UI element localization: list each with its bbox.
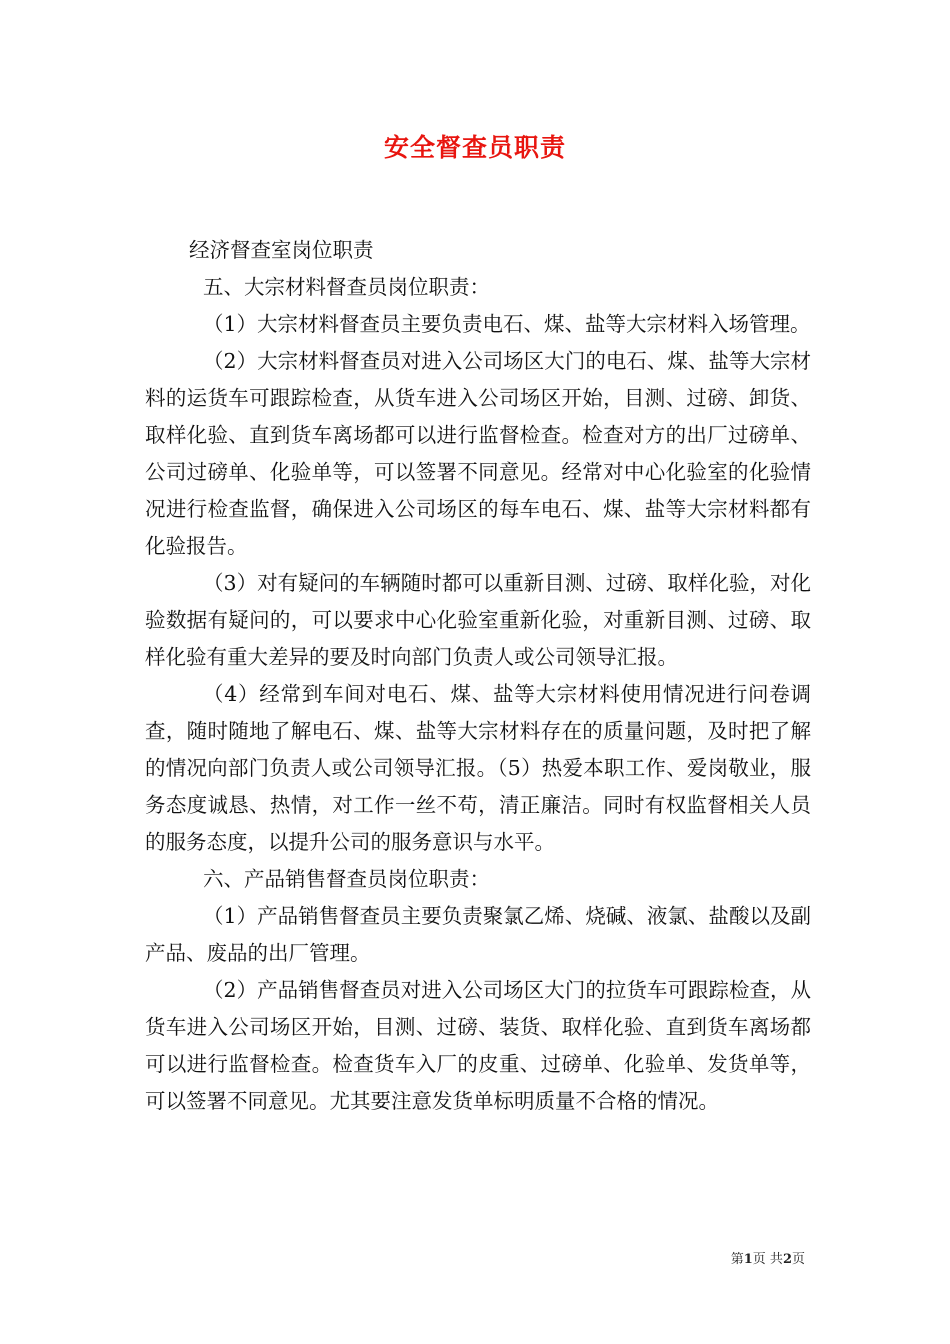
- section-heading-5: 五、大宗材料督查员岗位职责：: [203, 275, 490, 299]
- footer-prefix: 第: [730, 1252, 744, 1267]
- section5-item-1: （1）大宗材料督查员主要负责电石、煤、盐等大宗材料入场管理。: [203, 312, 811, 336]
- document-body: [145, 232, 811, 1120]
- page-footer: [731, 1248, 805, 1267]
- page-title: 安全督查员职责: [383, 133, 566, 162]
- section6-item-2: （2）产品销售督查员对进入公司场区大门的拉货车可跟踪检查，从货车进入公司场区开始，目测、过磅、装货、取样化验、直到货车离场都可以进行监督检查。检查货车入厂的皮重、过磅单、化验单、发货单等，可以签署不同意见。尤其要注意发货单标明质量不合格的情况。: [145, 978, 811, 1113]
- total-page-count: 2: [782, 1252, 792, 1267]
- intro-line: 经济督查室岗位职责: [189, 238, 374, 262]
- section5-item-2: （2）大宗材料督查员对进入公司场区大门的电石、煤、盐等大宗材料的运货车可跟踪检查，从货车进入公司场区开始，目测、过磅、卸货、取样化验、直到货车离场都可以进行监督检查。检查对方的出厂过磅单、公司过磅单、化验单等，可以签署不同意见。经常对中心化验室的化验情况进行检查监督，确保进入公司场区的每车电石、煤、盐等大宗材料都有化验报告。: [145, 349, 811, 558]
- current-page-number: 1: [743, 1252, 753, 1267]
- section5-item-3: （3）对有疑问的车辆随时都可以重新目测、过磅、取样化验，对化验数据有疑问的，可以要求中心化验室重新化验，对重新目测、过磅、取样化验有重大差异的要及时向部门负责人或公司领导汇报。: [145, 571, 811, 669]
- footer-middle: 页 共: [752, 1252, 783, 1267]
- section-heading-6: 六、产品销售督查员岗位职责：: [203, 867, 490, 891]
- footer-suffix: 页: [791, 1252, 805, 1267]
- section5-item-4: （4）经常到车间对电石、煤、盐等大宗材料使用情况进行问卷调查，随时随地了解电石、煤、盐等大宗材料存在的质量问题，及时把了解的情况向部门负责人或公司领导汇报。（5）热爱本职工作、爱岗敬业，服务态度诚恳、热情，对工作一丝不苟，清正廉洁。同时有权监督相关人员的服务态度，以提升公司的服务意识与水平。: [145, 682, 811, 854]
- section6-item-1: （1）产品销售督查员主要负责聚氯乙烯、烧碱、液氯、盐酸以及副产品、废品的出厂管理。: [145, 904, 811, 965]
